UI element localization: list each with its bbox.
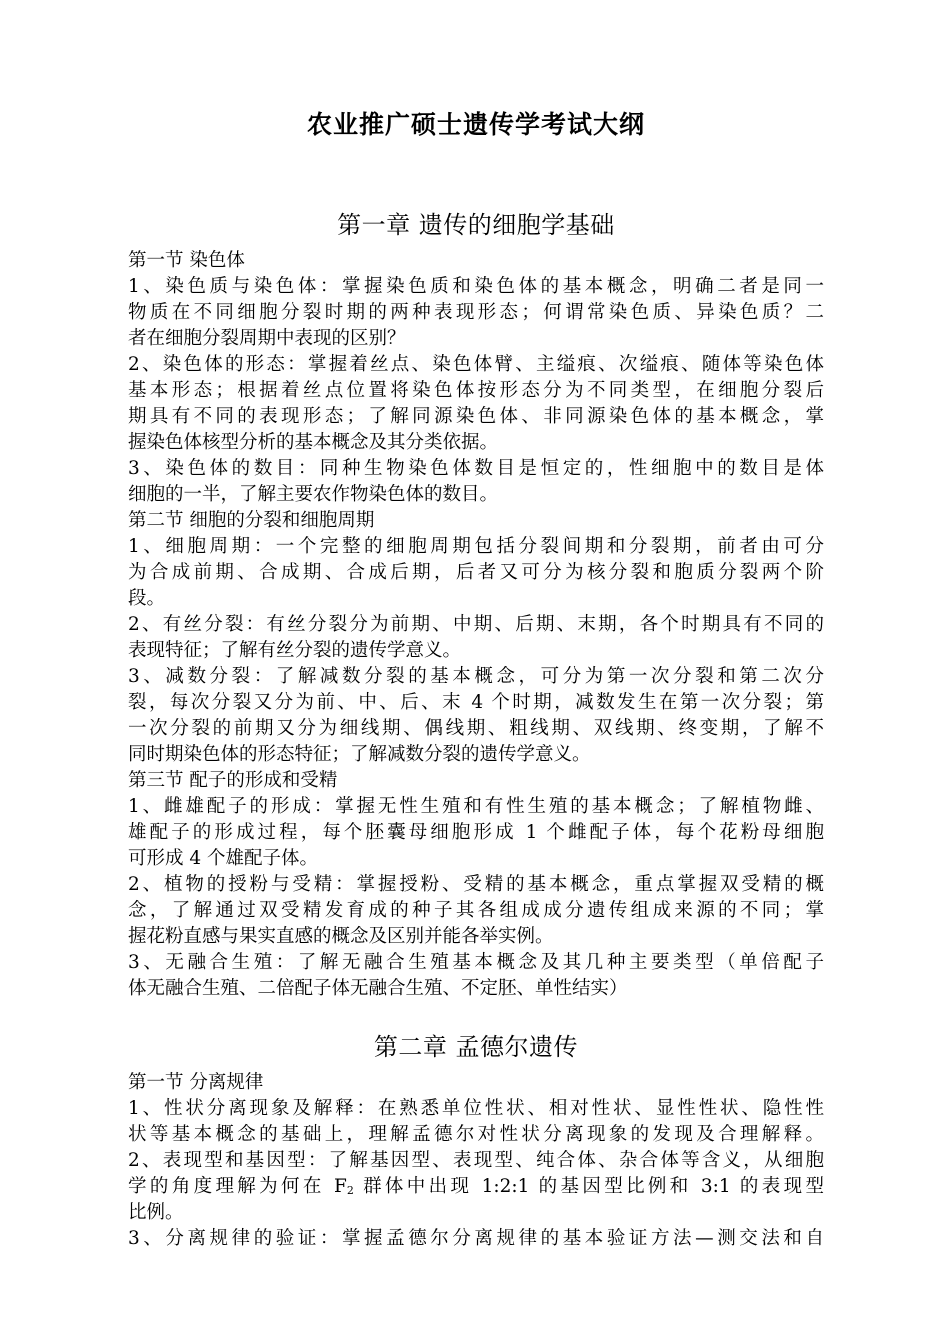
paragraph-line: 1、细胞周期：一个完整的细胞周期包括分裂间期和分裂期，前者由可分 [128, 536, 824, 557]
paragraph-line: 体无融合生殖、二倍配子体无融合生殖、不定胚、单性结实） [128, 978, 628, 999]
paragraph-line: 2、植物的授粉与受精：掌握授粉、受精的基本概念，重点掌握双受精的概 [128, 874, 824, 895]
paragraph-line: 裂，每次分裂又分为前、中、后、末 4 个时期，减数发生在第一次分裂；第 [128, 692, 824, 713]
paragraph-line: 3、减数分裂：了解减数分裂的基本概念，可分为第一次分裂和第二次分 [128, 666, 824, 687]
paragraph-line: 1、性状分离现象及解释：在熟悉单位性状、相对性状、显性性状、隐性性 [128, 1098, 824, 1119]
paragraph-line: 握花粉直感与果实直感的概念及区别并能各举实例。 [128, 926, 554, 947]
paragraph-line: 细胞的一半，了解主要农作物染色体的数目。 [128, 484, 499, 505]
paragraph-line: 者在细胞分裂周期中表现的区别？ [128, 328, 406, 349]
section-heading: 第一节 分离规律 [128, 1072, 264, 1093]
paragraph-line: 3、无融合生殖：了解无融合生殖基本概念及其几种主要类型（单倍配子 [128, 952, 824, 973]
paragraph-line: 念，了解通过双受精发育成的种子其各组成成分遗传组成来源的不同；掌 [128, 900, 824, 921]
paragraph-line: 期具有不同的表现形态；了解同源染色体、非同源染色体的基本概念，掌 [128, 406, 824, 427]
chapter-2-body [128, 1070, 824, 1252]
paragraph-line: 物质在不同细胞分裂时期的两种表现形态；何谓常染色质、异染色质？二 [128, 302, 824, 323]
chapter-1-body [128, 248, 824, 1002]
paragraph-line: 雄配子的形成过程，每个胚囊母细胞形成 1 个雌配子体，每个花粉母细胞 [128, 822, 824, 843]
section-heading: 第三节 配子的形成和受精 [128, 770, 338, 791]
document-title: 农业推广硕士遗传学考试大纲 [306, 110, 645, 139]
paragraph-line: 同时期染色体的形态特征；了解减数分裂的遗传学意义。 [128, 744, 591, 765]
section-heading: 第二节 细胞的分裂和细胞周期 [128, 510, 375, 531]
paragraph-line: 一次分裂的前期又分为细线期、偶线期、粗线期、双线期、终变期，了解不 [128, 718, 824, 739]
paragraph-line: 2、染色体的形态：掌握着丝点、染色体臂、主缢痕、次缢痕、随体等染色体 [128, 354, 824, 375]
paragraph-line: 2、表现型和基因型：了解基因型、表现型、纯合体、杂合体等含义，从细胞 [128, 1150, 824, 1171]
paragraph-line [128, 1174, 824, 1200]
line-text: 学的角度理解为何在 F [128, 1176, 347, 1197]
paragraph-line: 比例。 [128, 1202, 184, 1223]
chapter-2-title: 第二章 孟德尔遗传 [373, 1033, 579, 1061]
line-text: 群体中出现 1:2:1 的基因型比例和 3:1 的表现型 [353, 1176, 824, 1197]
subscript: 2 [346, 1184, 354, 1197]
paragraph-line: 表现特征；了解有丝分裂的遗传学意义。 [128, 640, 462, 661]
paragraph-line: 3、分离规律的验证：掌握孟德尔分离规律的基本验证方法—测交法和自 [128, 1228, 824, 1249]
paragraph-line: 1、染色质与染色体：掌握染色质和染色体的基本概念，明确二者是同一 [128, 276, 824, 297]
paragraph-line: 状等基本概念的基础上，理解孟德尔对性状分离现象的发现及合理解释。 [128, 1124, 824, 1145]
paragraph-line: 基本形态；根据着丝点位置将染色体按形态分为不同类型，在细胞分裂后 [128, 380, 824, 401]
paragraph-line: 段。 [128, 588, 166, 609]
paragraph-line: 3、染色体的数目：同种生物染色体数目是恒定的，性细胞中的数目是体 [128, 458, 824, 479]
paragraph-line: 1、雌雄配子的形成：掌握无性生殖和有性生殖的基本概念；了解植物雌、 [128, 796, 824, 817]
paragraph-line: 2、有丝分裂：有丝分裂分为前期、中期、后期、末期，各个时期具有不同的 [128, 614, 824, 635]
paragraph-line: 可形成 4 个雄配子体。 [128, 848, 319, 869]
chapter-1-title: 第一章 遗传的细胞学基础 [337, 211, 615, 239]
paragraph-line: 为合成前期、合成期、合成后期，后者又可分为核分裂和胞质分裂两个阶 [128, 562, 824, 583]
section-heading: 第一节 染色体 [128, 250, 245, 271]
paragraph-line: 握染色体核型分析的基本概念及其分类依据。 [128, 432, 499, 453]
